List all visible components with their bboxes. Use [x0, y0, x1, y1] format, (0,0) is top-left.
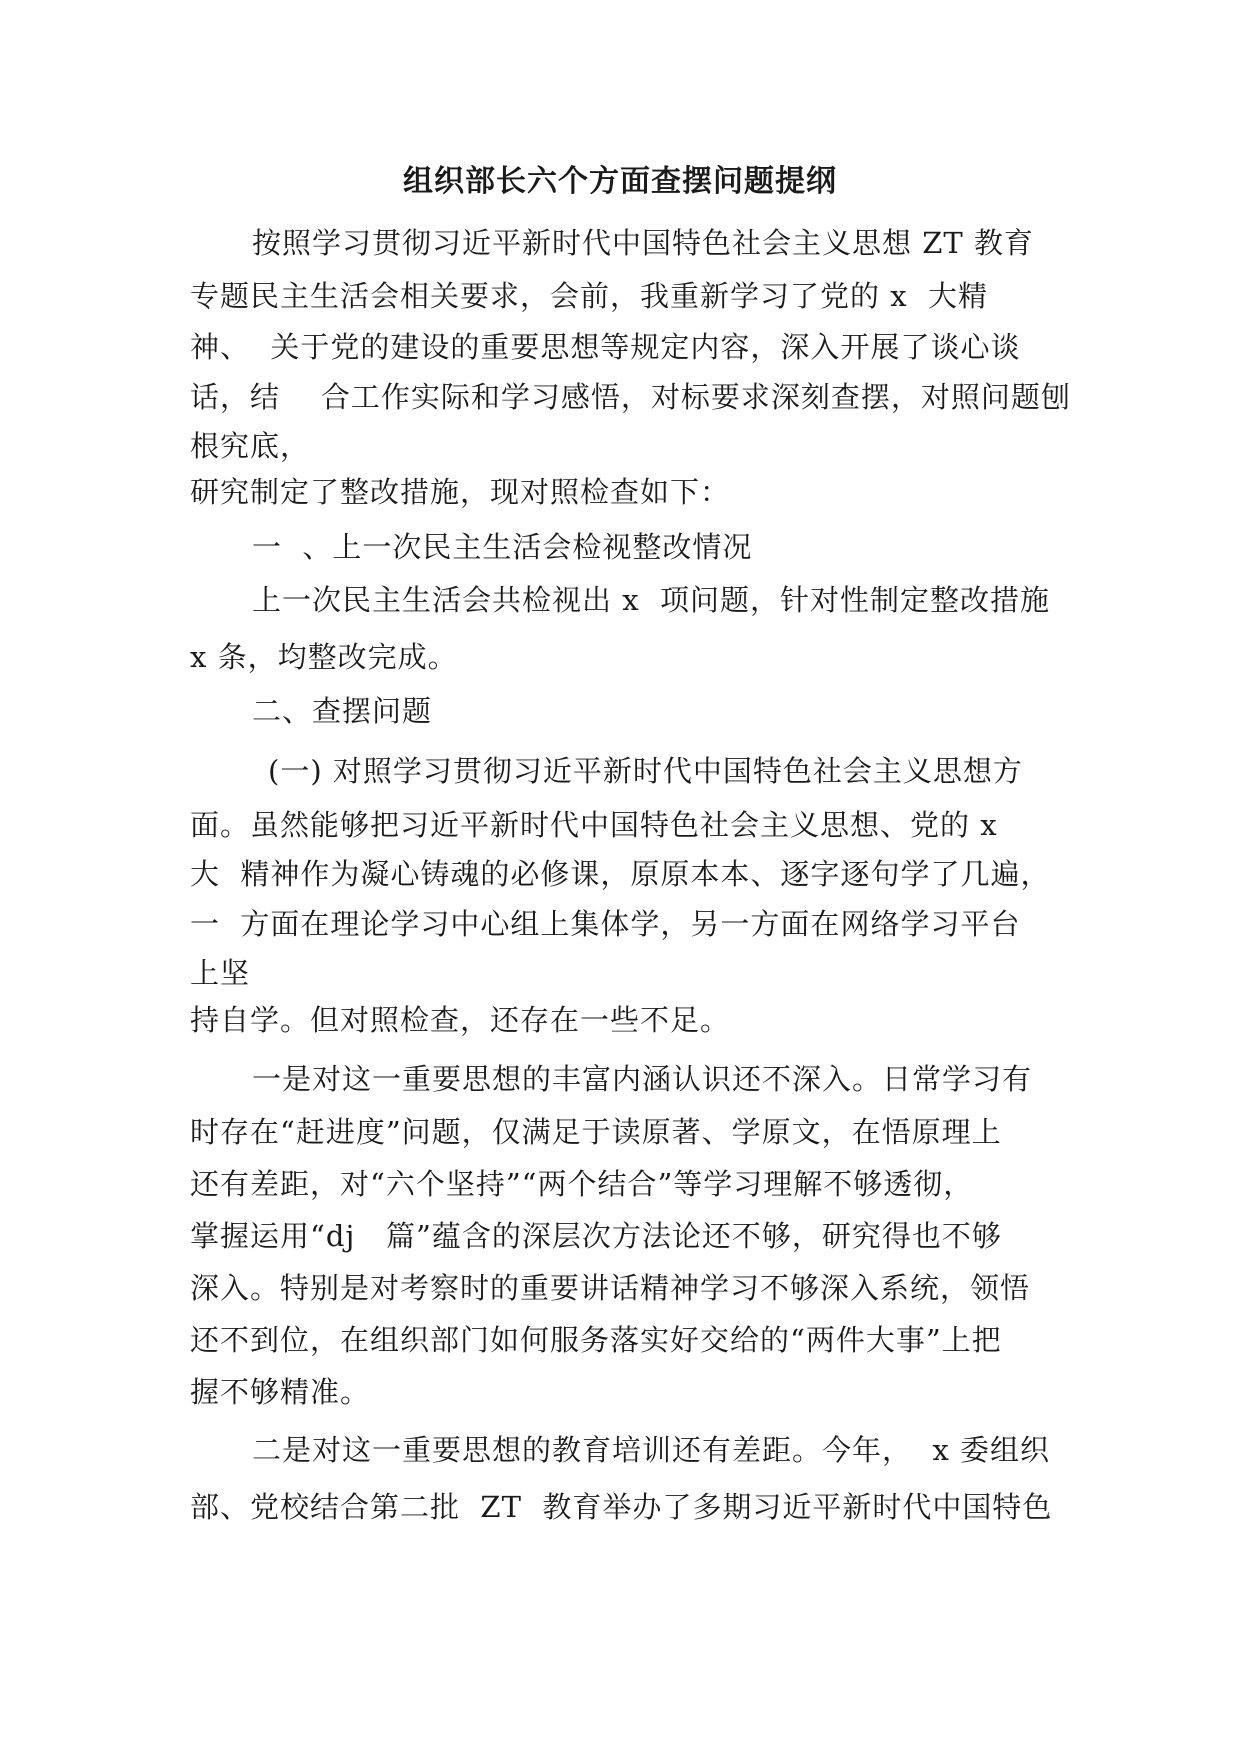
- paragraph-line: 研究制定了整改措施，现对照检查如下：: [190, 475, 731, 509]
- paragraph-line: 时存在“赶进度”问题，仅满足于读原著、学原文，在悟原理上: [190, 1115, 1002, 1149]
- paragraph-line: 一是对这一重要思想的丰富内涵认识还不深入。日常学习有: [252, 1062, 1033, 1096]
- paragraph-line: 上坚: [190, 956, 251, 990]
- paragraph-line: 还有差距，对“六个坚持”“两个结合”等学习理解不够透彻，: [190, 1167, 974, 1201]
- paragraph-line: 根究底，: [190, 429, 311, 463]
- paragraph-line: 部、党校结合第二批 ZT 教育举办了多期习近平新时代中国特色: [190, 1490, 1053, 1524]
- subsection-heading: (一) 对照学习贯彻习近平新时代中国特色社会主义思想方: [268, 754, 1023, 788]
- paragraph-line: 话，结 合工作实际和学习感悟，对标要求深刻查摆，对照问题刨: [190, 380, 1071, 414]
- paragraph-line: 二是对这一重要思想的教育培训还有差距。今年， x 委组织: [252, 1433, 1051, 1467]
- paragraph-line: x 条，均整改完成。: [190, 640, 458, 674]
- paragraph-line: 上一次民主生活会共检视出 x 项问题，针对性制定整改措施: [252, 583, 1051, 617]
- paragraph-line: 一 方面在理论学习中心组上集体学，另一方面在网络学习平台: [190, 907, 1021, 941]
- section-heading: 二、查摆问题: [252, 694, 433, 728]
- document-title: 组织部长六个方面查摆问题提纲: [403, 164, 837, 199]
- paragraph-line: 大 精神作为凝心铸魂的必修课，原原本本、逐字逐句学了几遍，: [190, 857, 1051, 891]
- paragraph-line: 按照学习贯彻习近平新时代中国特色社会主义思想 ZT 教育: [252, 226, 1034, 260]
- paragraph-line: 深入。特别是对考察时的重要讲话精神学习不够深入系统，领悟: [190, 1271, 1031, 1305]
- paragraph-line: 掌握运用“dj 篇”蕴含的深层次方法论还不够，研究得也不够: [190, 1219, 1002, 1253]
- paragraph-line: 握不够精准。: [190, 1375, 371, 1409]
- paragraph-line: 专题民主生活会相关要求，会前，我重新学习了党的 x 大精: [190, 279, 989, 313]
- paragraph-line: 神、 关于党的建设的重要思想等规定内容，深入开展了谈心谈: [190, 330, 1021, 364]
- paragraph-line: 持自学。但对照检查，还存在一些不足。: [190, 1003, 731, 1037]
- section-heading: 一 、上一次民主生活会检视整改情况: [252, 530, 753, 564]
- paragraph-line: 还不到位，在组织部门如何服务落实好交给的“两件大事”上把: [190, 1323, 1002, 1357]
- paragraph-line: 面。虽然能够把习近平新时代中国特色社会主义思想、党的 x: [190, 808, 998, 842]
